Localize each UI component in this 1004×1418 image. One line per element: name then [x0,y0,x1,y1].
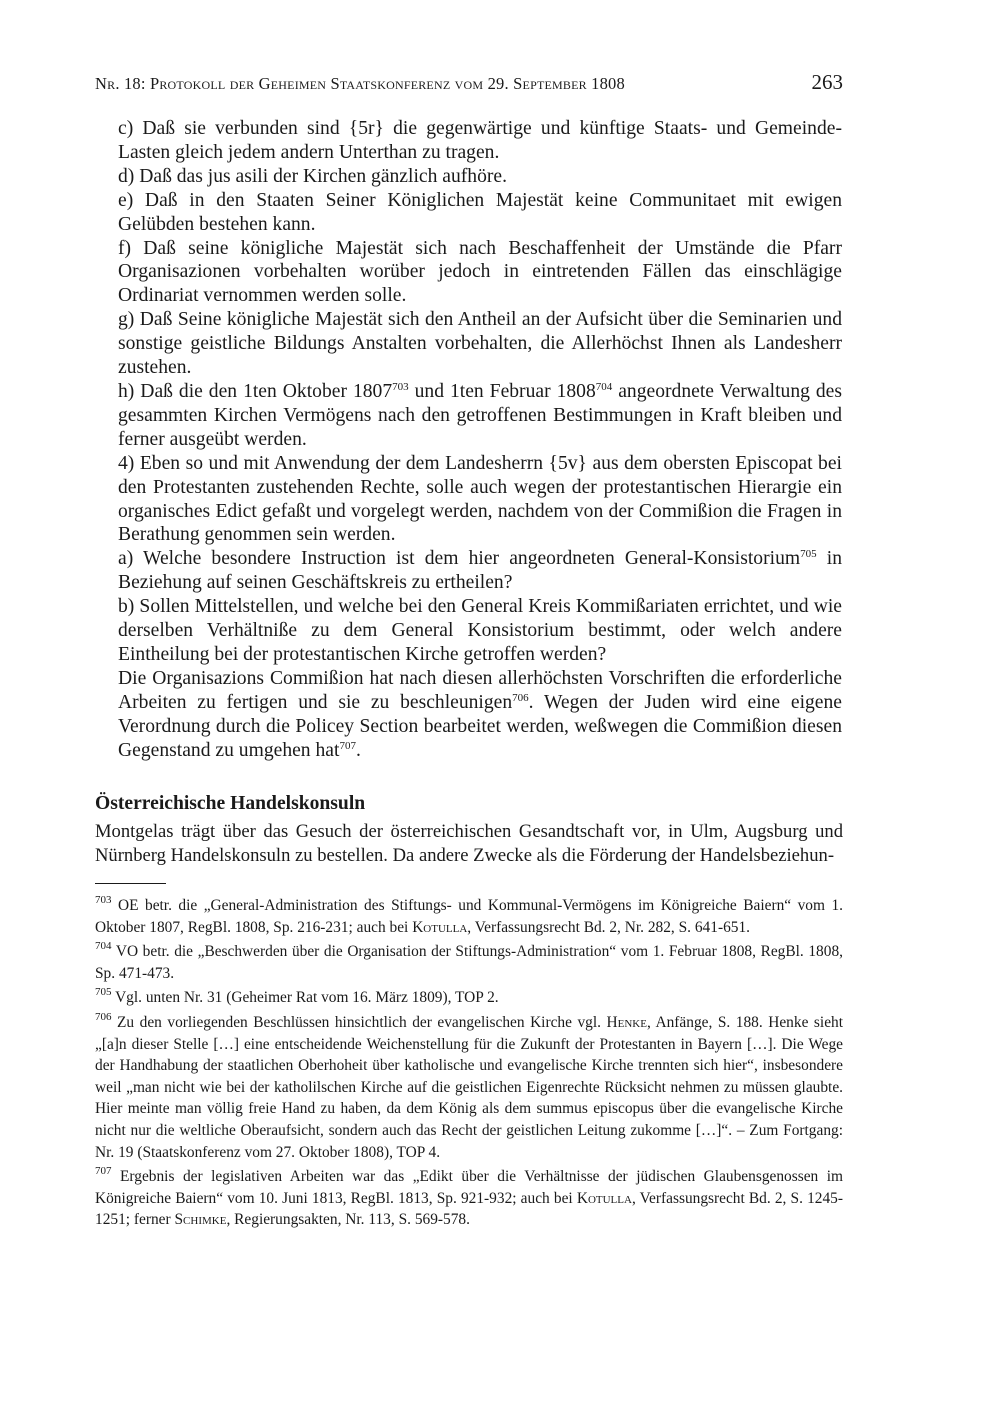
footnote-text: , Anfänge, S. 188. Henke sieht „[a]n dieser Stelle […] eine entscheidende Weichenstellung für die Zukunft der Protestanten in Bayern […]. Die Wege der Handhabung der staatlichen Oberhoheit über katholische und evangelische Kirche trennten sich hier“, insbesondere weil „man nicht wie bei der katholilschen Kirche auf die geistlichen Eigenrechte Rücksicht nehmen zu müssen glaubte. Hier meinte man völlig freie Hand zu haben, da dem König als dem summus episcopus über die evangelische Kirche nicht nur die weltliche Oberaufsicht, sondern auch das Recht der geistlichen Leitung zukomme […]“. – Zum Fortgang: Nr. 19 (Staatskonferenz vom 27. Oktober 1808), TOP 4. [95,1013,843,1161]
footnote-text: , Regierungsakten, Nr. 113, S. 569-578. [226,1211,470,1229]
paragraph-g: g) Daß Seine königliche Majestät sich den Antheil an der Aufsicht über die Seminarien und sonstige geistliche Bildungs Anstalten vorbehalten, die Allerhöchst Ihnen als Landesherr zustehen. [118,309,842,379]
author-name: Kotulla [412,918,468,936]
paragraph-a-text-1: a) Welche besondere Instruction ist dem hier angeordneten General-Konsistorium [118,548,801,570]
footnotes [95,895,843,1234]
footnote-704 [95,941,843,984]
footnote-text: OE betr. die „General-Administration des Stiftungs- und Kommunal-Vermögens im Königreiche Baiern“ vom 1. Oktober 1807, RegBl. 1808, Sp. 216-231; auch bei [95,897,843,936]
footnote-number: 705 [95,986,112,999]
paragraph-a [118,547,842,595]
footnote-number: 707 [95,1165,112,1178]
footnote-text: Vgl. unten Nr. 31 (Geheimer Rat vom 16. März 1809), TOP 2. [111,989,499,1007]
footnote-ref-705[interactable]: 705 [800,548,817,561]
footnote-706 [95,1012,843,1163]
footnote-text: VO betr. die „Beschwerden über die Organisation der Stiftungs-Administration“ vom 1. Februar 1808, RegBl. 1808, Sp. 471-473. [95,943,843,982]
author-name: Schimke [174,1211,227,1229]
footnote-number: 706 [95,1010,112,1023]
section-heading: Österreichische Handelskonsuln [95,793,366,814]
running-header [95,70,843,100]
footnote-text: Ergebnis der legislativen Arbeiten war das „Edikt über die Verhältnisse der jüdischen Glaubensgenossen im Königreiche Baiern“ vom 10. Juni 1813, RegBl. 1813, Sp. 921-932; auch bei [95,1168,843,1207]
header-title: Nr. 18: Protokoll der Geheimen Staatskonferenz vom 29. September 1808 [95,74,625,93]
paragraph-c: c) Daß sie verbunden sind {5r} die gegenwärtige und künftige Staats- und Gemeinde-Lasten gleich jedem andern Unterthan zu tragen. [118,118,842,163]
author-name: Kotulla [576,1189,632,1207]
paragraph-h-text-3: angeordnete Verwaltung des gesammten Kirchen Vermögens nach den getroffenen Bestimmungen in Kraft bleiben und ferner ausgeübt werden. [118,380,842,450]
paragraph-org-text-1: Die Organisazions Commißion hat nach diesen allerhöchsten Vorschriften die erforderliche Arbeiten zu fertigen und sie zu beschleunigen [118,667,842,713]
footnote-text: , Verfassungsrecht Bd. 2, S. 1245-1251; ferner [95,1189,844,1229]
paragraph-h-text-1: h) Daß die den 1ten Oktober 1807 [118,380,393,402]
paragraph-organisation [118,667,842,763]
paragraph-f: f) Daß seine königliche Majestät sich nach Beschaffenheit der Umstände die Pfarr Organisazionen vorbehalten worüber jedoch in eintretenden Fällen das einschlägige Ordinariat vernommen werden solle. [118,237,842,307]
footnote-ref-703[interactable]: 703 [392,380,409,393]
footnote-703 [95,895,843,938]
footnote-705 [95,987,843,1009]
footnote-707 [95,1166,843,1231]
section-paragraph: Montgelas trägt über das Gesuch der österreichischen Gesandtschaft vor, in Ulm, Augsburg und Nürnberg Handelskonsuln zu bestellen. Da andere Zwecke als die Förderung der Handelsbeziehun- [95,821,843,866]
footnote-text: Zu den vorliegenden Beschlüssen hinsichtlich der evangelischen Kirche vgl. [111,1013,607,1031]
paragraph-4: 4) Eben so und mit Anwendung der dem Landesherrn {5v} aus dem obersten Episcopat bei den Protestanten zustehenden Rechte, solle auch wegen der protestantischen Hierargie ein organisches Edict gefaßt und vorgelegt werden, nachdem von der Commißion die Fragen in Berathung genommen sein werden. [118,452,842,546]
main-text [118,117,842,762]
paragraph-e: e) Daß in den Staaten Seiner Königlichen Majestät keine Communitaet mit ewigen Gelübden bestehen kann. [118,189,842,235]
footnote-text: , Verfassungsrecht Bd. 2, Nr. 282, S. 641-651. [467,918,751,936]
footnote-ref-704[interactable]: 704 [595,380,613,393]
section-text [95,820,843,868]
paragraph-h [118,380,842,452]
footnote-ref-706[interactable]: 706 [512,691,529,704]
footnote-ref-707[interactable]: 707 [339,739,356,752]
page-number: 263 [811,70,843,94]
paragraph-d: d) Daß das jus asili der Kirchen gänzlich aufhöre. [118,165,508,187]
paragraph-h-text-2: und 1ten Februar 1808 [408,380,596,402]
footnote-divider [95,883,166,884]
paragraph-org-text-2: . Wegen der Juden wird eine eigene Verordnung durch die Policey Section bearbeitet werden, weßwegen die Commißion diesen Gegenstand zu umgehen hat [118,691,842,761]
author-name: Henke [606,1013,647,1031]
footnote-number: 704 [95,940,112,953]
paragraph-org-text-3: . [355,739,361,761]
paragraph-a-text-2: in Beziehung auf seinen Geschäftskreis zu ertheilen? [118,548,843,594]
paragraph-b: b) Sollen Mittelstellen, und welche bei den General Kreis Kommißariaten errichtet, und wie derselben Verhältniße zu dem General Konsistorium bestimmt, oder welch andere Eintheilung bei der protestantischen Kirche getroffen werden? [118,596,842,665]
footnote-number: 703 [95,894,112,906]
